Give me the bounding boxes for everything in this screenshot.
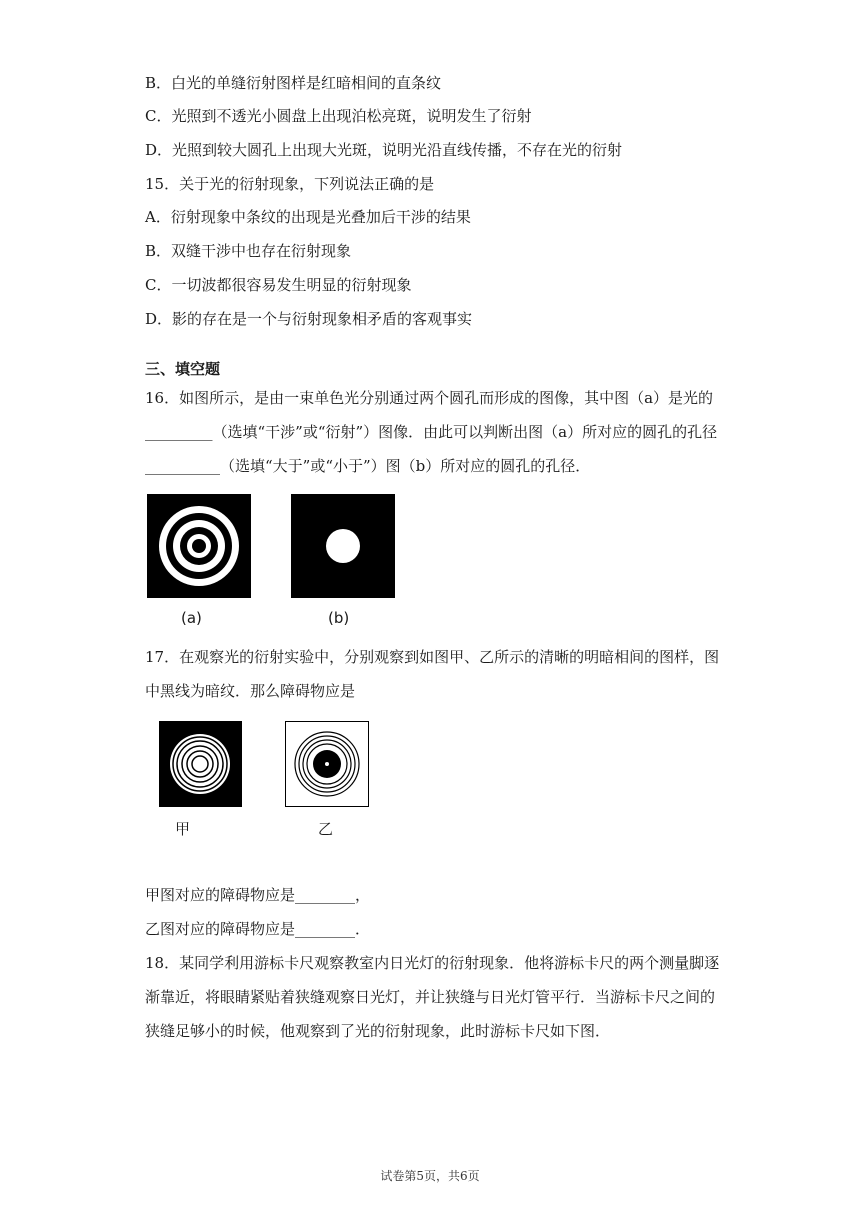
- q17-figure-jia-rings: [159, 721, 242, 807]
- q18-line3: 狭缝足够小的时候，他观察到了光的衍射现象，此时游标卡尺如下图．: [145, 1022, 611, 1040]
- q15-stem: 15．关于光的衍射现象，下列说法正确的是: [145, 175, 435, 193]
- q15-option-c: C．一切波都很容易发生明显的衍射现象: [145, 276, 412, 294]
- q17-line2: 中黑线为暗纹．那么障碍物应是: [145, 682, 356, 700]
- q16-figure-a-label: (a): [181, 609, 202, 627]
- q14-option-d: D．光照到较大圆孔上出现大光斑，说明光沿直线传播，不存在光的衍射: [145, 141, 623, 159]
- q17-figure-jia-label: 甲: [175, 820, 191, 838]
- q17-line1: 17．在观察光的衍射实验中，分别观察到如图甲、乙所示的清晰的明暗相间的图样，图: [145, 648, 720, 666]
- q17-figure-yi-rings: [285, 721, 369, 807]
- q16-line3: __________（选填“大于”或“小于”）图（b）所对应的圆孔的孔径．: [145, 457, 591, 475]
- q17-answer-yi: 乙图对应的障碍物应是________．: [145, 920, 371, 938]
- page-footer: 试卷第5页，共6页: [380, 1169, 480, 1183]
- q14-option-c: C．光照到不透光小圆盘上出现泊松亮斑，说明发生了衍射: [145, 107, 532, 125]
- q15-option-a: A．衍射现象中条纹的出现是光叠加后干涉的结果: [145, 208, 471, 226]
- q14-option-b: B．白光的单缝衍射图样是红暗相间的直条纹: [145, 74, 442, 92]
- q17-figure-yi-label: 乙: [318, 820, 334, 838]
- q16-figure-b-label: (b): [328, 609, 350, 627]
- section-title-fill-in: 三、填空题: [145, 360, 221, 378]
- q18-line2: 渐靠近，将眼睛紧贴着狭缝观察日光灯，并让狭缝与日光灯管平行．当游标卡尺之间的: [145, 988, 716, 1006]
- q17-answer-jia: 甲图对应的障碍物应是________，: [145, 886, 371, 904]
- q16-figure-b-light-spot: [291, 494, 395, 598]
- q16-line1: 16．如图所示，是由一束单色光分别通过两个圆孔而形成的图像，其中图（a）是光的: [145, 389, 714, 407]
- q18-line1: 18．某同学利用游标卡尺观察教室内日光灯的衍射现象．他将游标卡尺的两个测量脚逐: [145, 954, 720, 972]
- q15-option-b: B．双缝干涉中也存在衍射现象: [145, 242, 352, 260]
- q16-line2: _________（选填“干涉”或“衍射”）图像．由此可以判断出图（a）所对应的圆孔的孔径: [145, 423, 718, 441]
- q16-figure-a-diffraction-rings: [147, 494, 251, 598]
- q15-option-d: D．影的存在是一个与衍射现象相矛盾的客观事实: [145, 310, 473, 328]
